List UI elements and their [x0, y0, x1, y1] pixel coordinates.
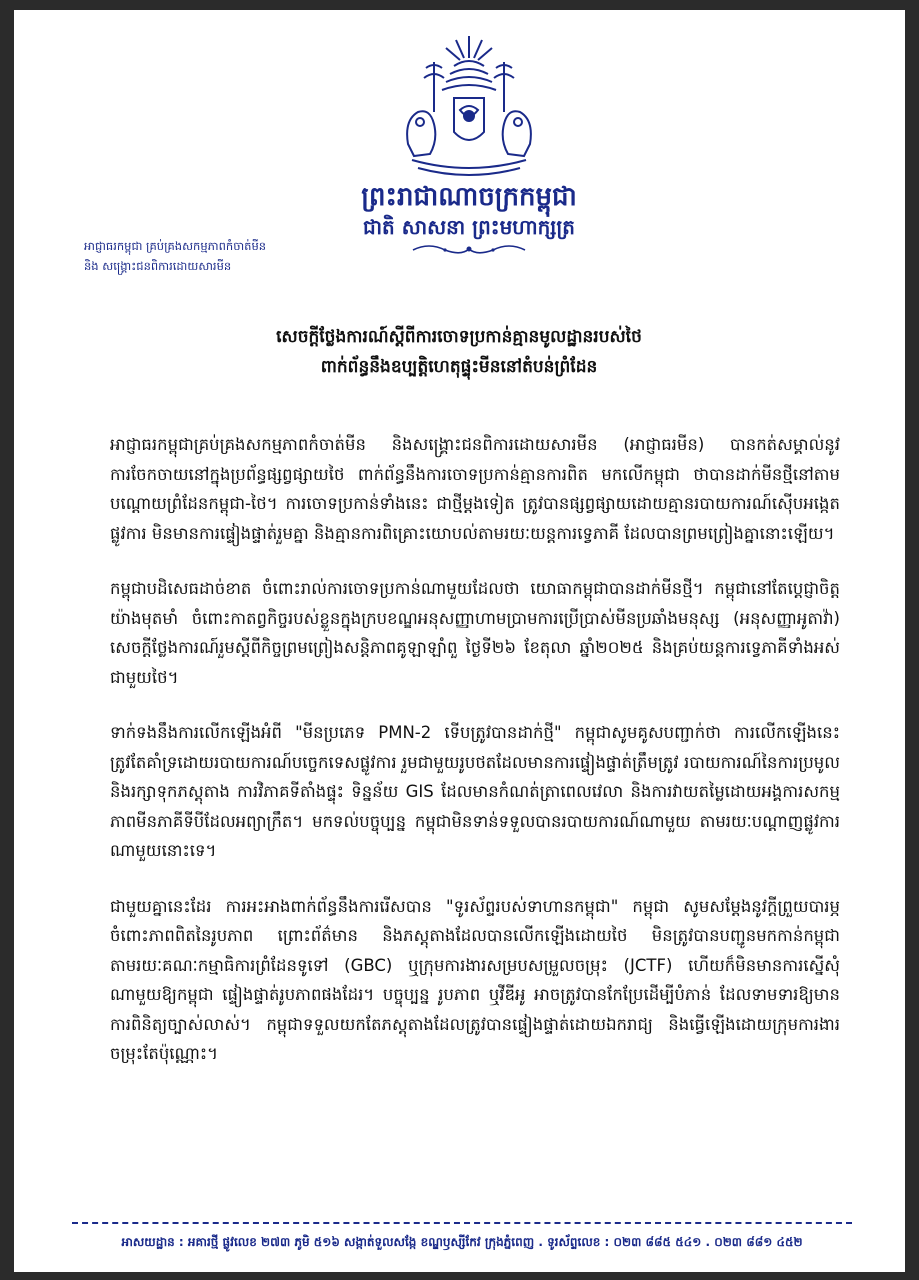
kingdom-name: ព្រះរាជាណាចក្រកម្ពុជា [361, 182, 577, 212]
paragraph-3: ទាក់ទងនឹងការលើកឡើងអំពី "មីនប្រភេទ PMN-2 ទើបត្រូវបានដាក់ថ្មី" កម្ពុជាសូមគូសបញ្ជាក់ថា ការលើកឡើងនេះ ត្រូវតែគាំទ្រដោយរបាយការណ៍បច្ចេកទេសផ្លូវការ រួមជាមួយរូបថតដែលមានការផ្ទៀងផ្ទាត់ត្រឹមត្រូវ របាយការណ៍នៃការប្រមូលនិងរក្សាទុកភស្តុតាង ការវិភាគទីតាំងផ្ទុះ ទិន្នន័យ GIS ដែលមានកំណត់ត្រាពេលវេលា និងការវាយតម្លៃដោយអង្គការសកម្មភាពមីនភាគីទីបីដែលអព្យាក្រឹត។ មកទល់បច្ចុប្បន្ន កម្ពុជាមិនទាន់ទទួលបានរបាយការណ៍ណាមួយ តាមរយៈបណ្តាញផ្លូវការណាមួយនោះទេ។ [110, 723, 840, 860]
ornament-divider-icon [409, 242, 529, 256]
title-line-1: សេចក្តីថ្លែងការណ៍ស្តីពីការចោទប្រកាន់គ្មានមូលដ្ឋានរបស់ថៃ [276, 327, 642, 347]
issuer-line-1: អាជ្ញាធរកម្ពុជា គ្រប់គ្រងសកម្មភាពកំចាត់មីន [84, 239, 267, 253]
paragraph-1: អាជ្ញាធរកម្ពុជាគ្រប់គ្រងសកម្មភាពកំចាត់មីន និងសង្គ្រោះជនពិការដោយសារមីន (អាជ្ញាធរមីន) បានកត់សម្គាល់នូវការចែកចាយនៅក្នុងប្រព័ន្ធផ្សព្វផ្សាយថៃ ពាក់ព័ន្ធនឹងការចោទប្រកាន់គ្មានការពិត មកលើកម្ពុជា ថាបានដាក់មីនថ្មីនៅតាមបណ្តោយព្រំដែនកម្ពុជា-ថៃ។ ការចោទប្រកាន់ទាំងនេះ ជាថ្មីម្តងទៀត ត្រូវបានផ្សព្វផ្សាយដោយគ្មានរបាយការណ៍ស៊ើបអង្កេតផ្លូវការ មិនមានការផ្ទៀងផ្ទាត់រួមគ្នា និងគ្មានការពិគ្រោះយោបល់តាមរយៈយន្តការទ្វេភាគី ដែលបានព្រមព្រៀងគ្នានោះឡើយ។ [110, 435, 840, 543]
footer-address: អាសយដ្ឋាន : អគារថ្មី ផ្លូវលេខ ២៧៣ ភូមិ ៥១៦ សង្កាត់ទួលសង្កែ ខណ្ឌឫស្សីកែវ ក្រុងភ្នំពេញ . ទូរស័ព្ទលេខ : ០២៣ ៨៨៥ ៥៤១ . ០២៣ ៨៨១ ៤៥២ [121, 1235, 803, 1249]
document-page [14, 10, 905, 1272]
royal-coat-of-arms-icon [394, 32, 544, 182]
national-motto: ជាតិ សាសនា ព្រះមហាក្សត្រ [363, 215, 575, 239]
statement-body [110, 430, 840, 1095]
document-title [114, 322, 804, 382]
footer-divider [72, 1222, 852, 1224]
paragraph-2: កម្ពុជាបដិសេធដាច់ខាត ចំពោះរាល់ការចោទប្រកាន់ណាមួយដែលថា យោធាកម្ពុជាបានដាក់មីនថ្មី។ កម្ពុជានៅតែប្តេជ្ញាចិត្តយ៉ាងមុតមាំ ចំពោះកាតព្វកិច្ចរបស់ខ្លួនក្នុងក្របខណ្ឌអនុសញ្ញាហាមប្រាមការប្រើប្រាស់មីនប្រឆាំងមនុស្ស (អនុសញ្ញាអូតាវ៉ា) សេចក្តីថ្លែងការណ៍រួមស្តីពីកិច្ចព្រមព្រៀងសន្តិភាពគូឡាឡាំពួ ថ្ងៃទី២៦ ខែតុលា ឆ្នាំ២០២៥ និងគ្រប់យន្តការទ្វេភាគីទាំងអស់ជាមួយថៃ។ [110, 579, 840, 687]
issuing-authority [84, 236, 324, 276]
paragraph-4: ជាមួយគ្នានេះដែរ ការអះអាងពាក់ព័ន្ធនឹងការរើសបាន "ទូរស័ព្ទរបស់ទាហានកម្ពុជា" កម្ពុជា សូមសម្តែងនូវក្តីព្រួយបារម្ភ ចំពោះភាពពិតនៃរូបភាព ព្រោះព័ត៌មាន និងភស្តុតាងដែលបានលើកឡើងដោយថៃ មិនត្រូវបានបញ្ជូនមកកាន់កម្ពុជា តាមរយៈគណៈកម្មាធិការព្រំដែនទូទៅ (GBC) ឬក្រុមការងារសម្របសម្រួលចម្រុះ (JCTF) ហើយក៏មិនមានការស្នើសុំណាមួយឱ្យកម្ពុជា ផ្ទៀងផ្ទាត់រូបភាពផងដែរ។ បច្ចុប្បន្ន រូបភាព ឬវីឌីអូ អាចត្រូវបានកែប្រែដើម្បីបំភាន់ ដែលទាមទារឱ្យមានការពិនិត្យច្បាស់លាស់។ កម្ពុជាទទួលយកតែភស្តុតាងដែលត្រូវបានផ្ទៀងផ្ទាត់ដោយឯករាជ្យ និងធ្វើឡើងដោយក្រុមការងារចម្រុះតែប៉ុណ្ណោះ។ [110, 896, 840, 1063]
issuer-line-2: និង សង្គ្រោះជនពិការដោយសារមីន [84, 259, 232, 273]
title-line-2: ពាក់ព័ន្ធនឹងឧប្បត្តិហេតុផ្ទុះមីននៅតំបន់ព្រំដែន [320, 357, 598, 377]
